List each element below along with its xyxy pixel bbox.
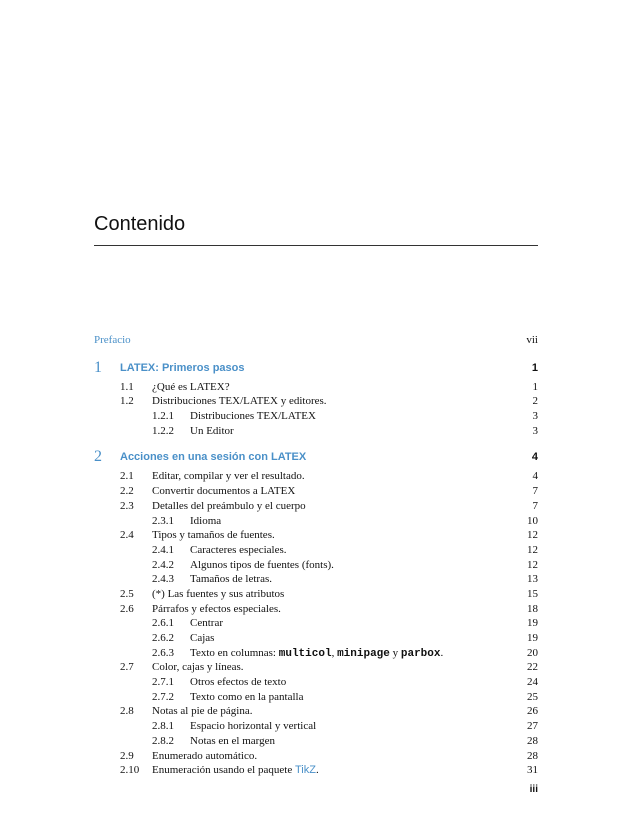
section-title: Enumerado automático. <box>152 749 258 762</box>
toc-subsection[interactable] <box>94 719 538 734</box>
section-page: 22 <box>527 661 538 674</box>
toc-subsection[interactable] <box>94 690 538 705</box>
title-text: Texto en columnas: <box>190 646 279 659</box>
toc-subsection[interactable] <box>94 616 538 631</box>
toc-section[interactable] <box>94 499 538 514</box>
package-name: TikZ <box>294 764 316 777</box>
toc-section[interactable] <box>94 380 538 395</box>
subsection-title: Un Editor <box>190 424 234 437</box>
subsection-title: Caracteres especiales. <box>190 543 287 556</box>
toc-section[interactable] <box>94 602 538 617</box>
section-title: Editar, compilar y ver el resultado. <box>152 470 305 483</box>
subsection-page: 24 <box>527 676 538 689</box>
subsection-page: 19 <box>527 632 538 644</box>
toc-section[interactable] <box>94 749 538 764</box>
chapter-title: LATEX: Primeros pasos <box>120 361 245 374</box>
subsection-number: 2.4.3 <box>152 573 174 586</box>
subsection-number: 2.6.1 <box>152 617 174 630</box>
section-title: Párrafos y efectos especiales. <box>152 602 281 615</box>
toc-chapter[interactable] <box>94 358 538 378</box>
toc-subsection[interactable] <box>94 543 538 558</box>
section-title: Convertir documentos a LATEX <box>152 485 296 498</box>
subsection-page: 13 <box>527 573 538 586</box>
section-title: Tipos y tamaños de fuentes. <box>152 529 275 542</box>
toc-chapter[interactable] <box>94 447 538 467</box>
title-suffix: . <box>315 764 319 777</box>
subsection-title: Texto como en la pantalla <box>190 690 304 703</box>
section-title: Distribuciones TEX/LATEX y editores. <box>152 395 327 408</box>
chapter-number: 2 <box>94 448 102 466</box>
code-minipage: minipage <box>337 647 390 660</box>
section-title: Detalles del preámbulo y el cuerpo <box>152 499 306 512</box>
section-title <box>152 763 319 778</box>
section-page: 7 <box>532 499 538 512</box>
subsection-page: 10 <box>527 514 538 527</box>
section-page: 12 <box>527 529 538 542</box>
section-number: 2.2 <box>120 485 134 498</box>
subsection-title <box>190 646 443 662</box>
heading-rule <box>94 245 538 246</box>
page-heading: Contenido <box>94 213 186 235</box>
section-number: 2.3 <box>120 499 134 512</box>
section-page: 7 <box>532 485 538 498</box>
section-number: 2.4 <box>120 529 134 542</box>
subsection-page: 27 <box>527 720 538 733</box>
subsection-number: 2.6.2 <box>152 632 174 644</box>
subsection-number: 1.2.2 <box>152 424 174 437</box>
section-number: 2.1 <box>120 470 134 483</box>
title-suffix: . <box>440 646 444 659</box>
table-of-contents <box>94 333 538 778</box>
subsection-page: 3 <box>532 424 538 437</box>
subsection-title: Cajas <box>190 632 215 644</box>
toc-section[interactable] <box>94 484 538 499</box>
subsection-number: 2.6.3 <box>152 646 174 659</box>
toc-section[interactable] <box>94 660 538 675</box>
section-number: 1.1 <box>120 380 134 393</box>
subsection-number: 2.7.1 <box>152 676 174 689</box>
section-page: 4 <box>532 470 538 483</box>
subsection-page: 20 <box>527 646 538 659</box>
subsection-title: Notas en el margen <box>190 734 276 747</box>
chapter-page: 1 <box>531 361 538 374</box>
section-title: Notas al pie de página. <box>152 705 253 718</box>
subsection-number: 2.3.1 <box>152 514 174 527</box>
chapter-number: 1 <box>94 358 102 376</box>
subsection-page: 12 <box>527 543 538 556</box>
toc-subsection[interactable] <box>94 646 538 661</box>
subsection-number: 2.8.1 <box>152 720 174 733</box>
toc-section[interactable] <box>94 528 538 543</box>
toc-section[interactable] <box>94 394 538 409</box>
subsection-page: 19 <box>527 617 538 630</box>
toc-subsection[interactable] <box>94 424 538 439</box>
toc-subsection[interactable] <box>94 558 538 573</box>
subsection-page: 25 <box>527 690 538 703</box>
toc-preface-page: vii <box>526 334 538 346</box>
subsection-title: Centrar <box>190 617 223 630</box>
toc-preface-title: Prefacio <box>94 334 131 346</box>
toc-preface[interactable] <box>94 333 538 348</box>
subsection-title: Idioma <box>190 514 222 527</box>
section-number: 2.9 <box>120 749 134 762</box>
toc-subsection[interactable] <box>94 572 538 587</box>
section-page: 1 <box>532 380 538 393</box>
section-number: 2.5 <box>120 587 134 600</box>
title-separator: y <box>389 646 401 659</box>
subsection-number: 2.4.1 <box>152 543 174 556</box>
subsection-number: 2.4.2 <box>152 558 174 571</box>
subsection-title: Tamaños de letras. <box>190 573 273 586</box>
code-multicol: multicol <box>278 647 332 660</box>
chapter-page: 4 <box>531 451 538 464</box>
section-title: Color, cajas y líneas. <box>152 661 244 674</box>
toc-subsection[interactable] <box>94 409 538 424</box>
toc-section[interactable] <box>94 469 538 484</box>
toc-subsection[interactable] <box>94 734 538 749</box>
subsection-title: Otros efectos de texto <box>190 676 287 689</box>
section-title: ¿Qué es LATEX? <box>152 380 230 393</box>
subsection-number: 1.2.1 <box>152 410 174 423</box>
toc-subsection[interactable] <box>94 675 538 690</box>
subsection-page: 3 <box>532 410 538 423</box>
subsection-page: 12 <box>527 558 538 571</box>
section-page: 2 <box>532 395 538 408</box>
section-number: 2.6 <box>120 602 134 615</box>
code-parbox: parbox <box>400 647 441 660</box>
toc-section[interactable] <box>94 587 538 602</box>
subsection-number: 2.7.2 <box>152 690 174 703</box>
section-number: 2.10 <box>120 764 140 777</box>
section-page: 28 <box>527 749 538 762</box>
section-page: 18 <box>527 602 538 615</box>
title-separator: , <box>331 646 338 659</box>
chapter-title: Acciones en una sesión con LATEX <box>120 451 307 464</box>
subsection-page: 28 <box>527 734 538 747</box>
section-number: 2.8 <box>120 705 134 718</box>
subsection-title: Espacio horizontal y vertical <box>190 720 317 733</box>
toc-subsection[interactable] <box>94 631 538 646</box>
toc-section[interactable] <box>94 704 538 719</box>
subsection-number: 2.8.2 <box>152 734 174 747</box>
section-page: 31 <box>527 764 538 777</box>
section-title: (*) Las fuentes y sus atributos <box>152 587 285 600</box>
subsection-title: Distribuciones TEX/LATEX <box>190 410 316 423</box>
section-page: 26 <box>527 705 538 718</box>
toc-section[interactable] <box>94 763 538 778</box>
toc-subsection[interactable] <box>94 514 538 529</box>
subsection-title: Algunos tipos de fuentes (fonts). <box>190 558 334 571</box>
section-number: 2.7 <box>120 661 134 674</box>
section-number: 1.2 <box>120 395 134 408</box>
section-page: 15 <box>527 587 538 600</box>
title-text: Enumeración usando el paquete <box>152 764 295 777</box>
page-number: iii <box>529 784 538 795</box>
